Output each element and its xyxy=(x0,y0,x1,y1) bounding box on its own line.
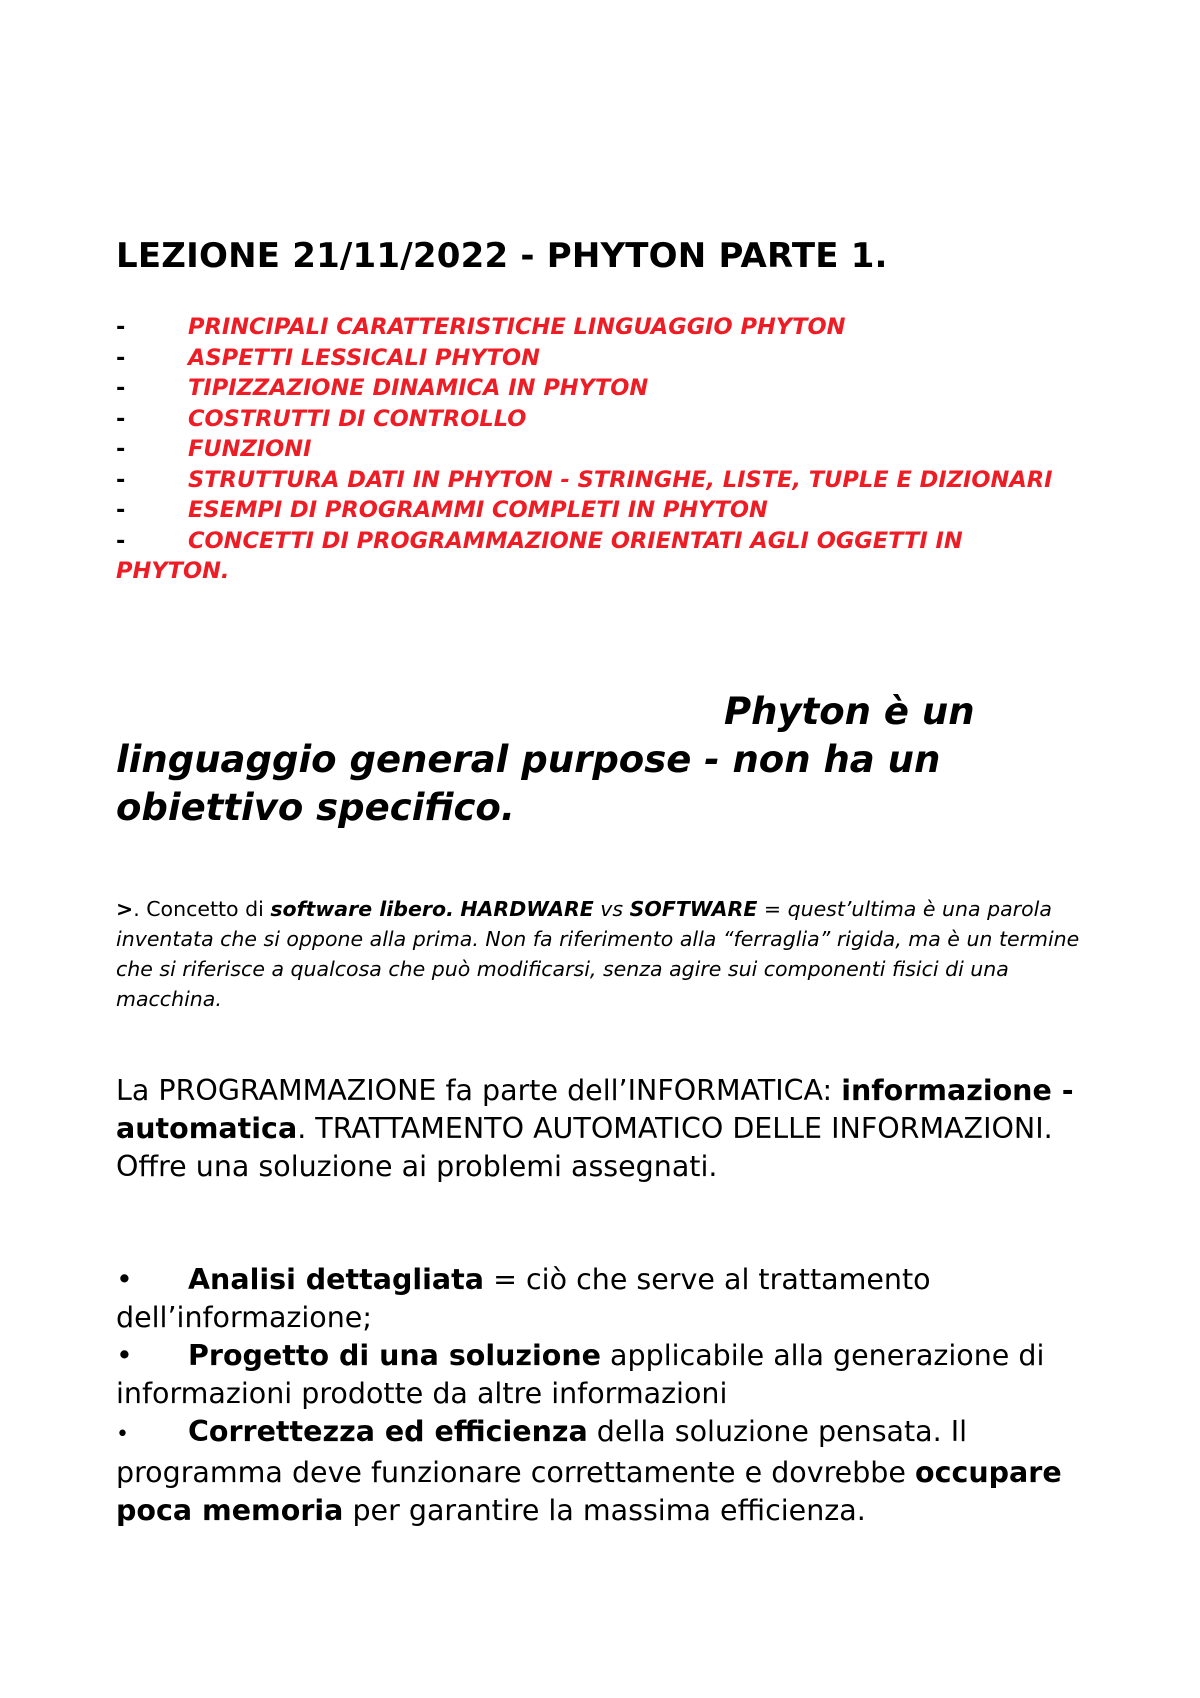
topic-text: ASPETTI LESSICALI PHYTON xyxy=(188,344,540,371)
bullet-bold-2: occupare poca memoria xyxy=(116,1456,1062,1527)
bullet-marker: • xyxy=(116,1422,129,1447)
bullet-bold: Correttezza ed efficienza xyxy=(188,1415,588,1448)
bullet-item xyxy=(116,1337,1116,1413)
topic-text: ESEMPI DI PROGRAMMI COMPLETI IN PHYTON xyxy=(188,497,768,523)
topic-text: COSTRUTTI DI CONTROLLO xyxy=(188,405,527,432)
programming-rest: . TRATTAMENTO AUTOMATICO DELLE INFORMAZIONI. Offre una soluzione ai problemi assegnati. xyxy=(116,1112,1053,1183)
equals-sign: = xyxy=(757,897,788,921)
bullet-marker: • xyxy=(116,1263,133,1296)
programming-line: La PROGRAMMAZIONE fa parte dell’INFORMATICA: xyxy=(116,1074,842,1107)
bullet-item xyxy=(116,1261,1116,1337)
note-text: quest’ultima è una parola inventata che si oppone alla prima. Non fa riferimento alla “ferraglia” rigida, ma è un termine che si riferisce a qualcosa che può modificarsi, senza agire sui componenti fisici di una macchina. xyxy=(116,897,1080,1011)
dash-marker: - xyxy=(116,527,126,554)
vs-text: vs xyxy=(593,897,630,921)
bullet-text: della soluzione pensata. Il programma deve funzionare correttamente e dovrebbe xyxy=(116,1415,968,1489)
bullet-bold: Analisi dettagliata xyxy=(188,1263,485,1296)
intro-text: Phyton è un linguaggio general purpose - non ha un obiettivo specifico. xyxy=(116,690,975,829)
programming-bold: informazione - automatica xyxy=(116,1074,1074,1145)
lesson-title: LEZIONE 21/11/2022 - PHYTON PARTE 1. xyxy=(116,236,888,276)
topic-item xyxy=(116,373,1076,404)
dash-marker: - xyxy=(116,436,126,462)
note-lead: . Concetto di xyxy=(133,897,271,921)
software-term: SOFTWARE xyxy=(629,897,758,921)
topic-item xyxy=(116,404,1076,435)
topic-item xyxy=(116,434,1076,465)
intro-statement xyxy=(116,688,1106,832)
bullet-text: applicabile alla generazione di informazioni prodotte da altre informazioni xyxy=(116,1339,1045,1410)
bullet-bold: Progetto di una soluzione xyxy=(188,1339,601,1372)
hardware-term: HARDWARE xyxy=(460,897,594,921)
topic-item xyxy=(116,465,1076,496)
topic-text: CONCETTI DI PROGRAMMAZIONE ORIENTATI AGLI OGGETTI IN PHYTON. xyxy=(116,527,963,584)
dash-marker: - xyxy=(116,344,126,371)
dash-marker: - xyxy=(116,375,126,401)
topic-list xyxy=(116,312,1076,587)
topic-text: PRINCIPALI CARATTERISTICHE LINGUAGGIO PHYTON xyxy=(188,314,846,340)
bullet-text: = ciò che serve al trattamento dell’informazione; xyxy=(116,1263,931,1334)
topic-text: STRUTTURA DATI IN PHYTON - STRINGHE, LISTE, TUPLE E DIZIONARI xyxy=(188,466,1053,493)
topic-text: FUNZIONI xyxy=(188,436,312,462)
note-term: software libero. xyxy=(270,897,454,921)
bullet-text-2: per garantire la massima efficienza. xyxy=(343,1494,866,1527)
topic-item xyxy=(116,526,1076,587)
programming-paragraph xyxy=(116,1072,1116,1186)
dash-marker: - xyxy=(116,314,126,340)
topic-item xyxy=(116,312,1076,343)
free-software-note xyxy=(116,894,1106,1014)
dash-marker: - xyxy=(116,497,126,523)
topic-item xyxy=(116,343,1076,374)
bullet-list xyxy=(116,1261,1116,1530)
dash-marker: - xyxy=(116,466,126,493)
dash-marker: - xyxy=(116,405,126,432)
topic-text: TIPIZZAZIONE DINAMICA IN PHYTON xyxy=(188,375,649,401)
bullet-item xyxy=(116,1413,1116,1530)
bullet-marker: • xyxy=(116,1339,133,1372)
arrow-marker: > xyxy=(116,897,134,921)
topic-item xyxy=(116,495,1076,526)
